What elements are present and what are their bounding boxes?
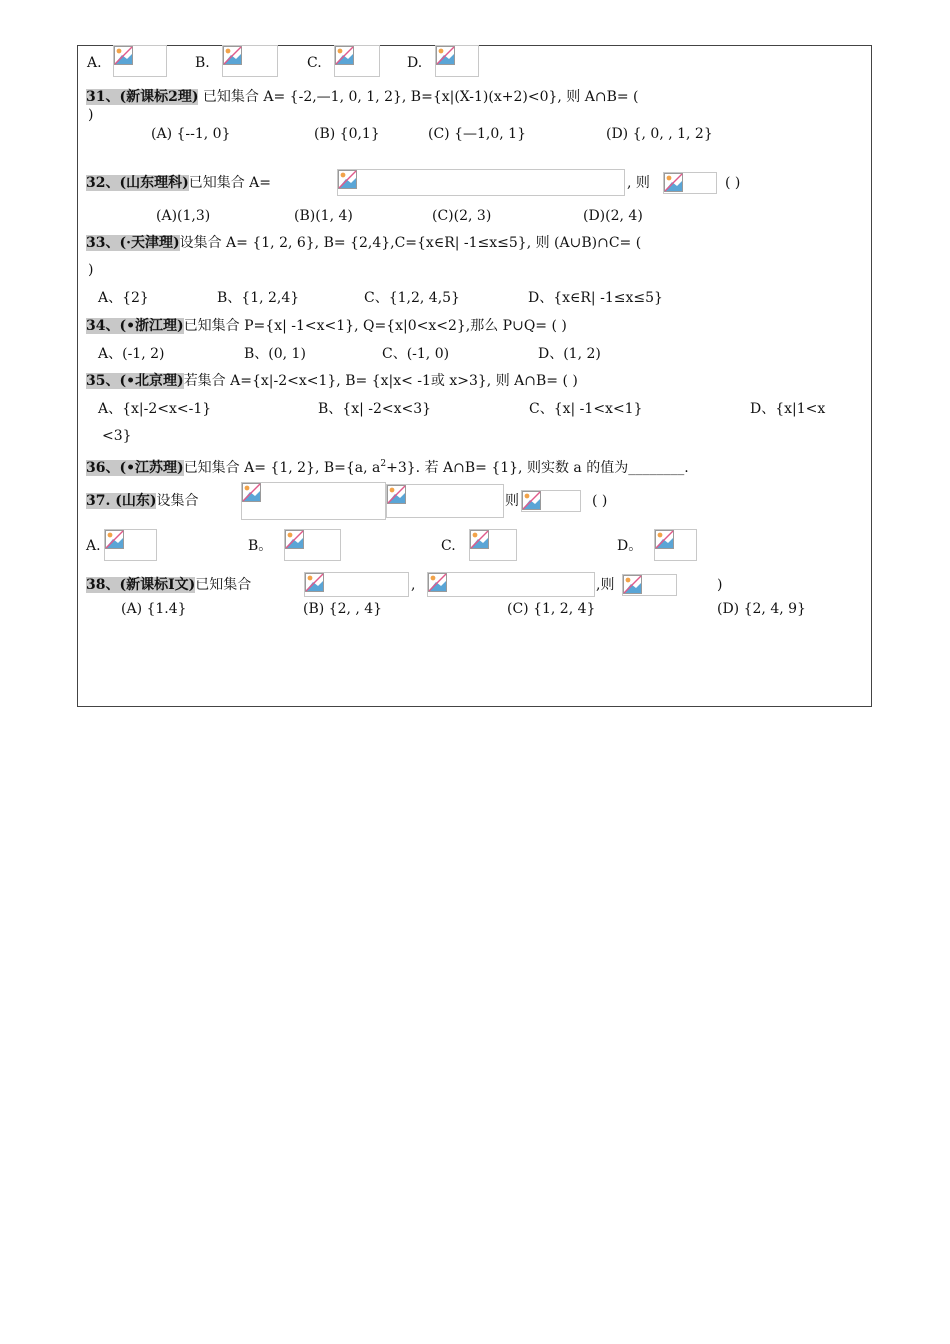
broken-image-icon bbox=[663, 172, 717, 194]
question-36-text: 已知集合 A= {1, 2}, B={a, a bbox=[183, 460, 381, 476]
question-34 bbox=[86, 317, 567, 335]
q34-option-b: B、(0, 1) bbox=[244, 346, 306, 362]
question-31-text: 已知集合 A= {-2,—1, 0, 1, 2}, B={x|(X-1)(x+2)<0}, 则 A∩B= ( bbox=[198, 89, 639, 105]
q38-option-c: (C) {1, 2, 4} bbox=[507, 601, 596, 617]
option-b-label: B. bbox=[195, 55, 210, 71]
broken-image-icon bbox=[386, 484, 504, 518]
option-d-label: D. bbox=[407, 55, 423, 71]
question-34-text: 已知集合 P={x| -1<x<1}, Q={x|0<x<2},那么 P∪Q= ( ) bbox=[183, 318, 567, 334]
answer-paren: ( ) bbox=[725, 175, 741, 191]
broken-image-icon bbox=[222, 45, 278, 77]
q31-option-a: (A) {--1, 0} bbox=[151, 126, 231, 142]
question-38-text: 已知集合 bbox=[195, 577, 252, 593]
question-38-then: ,则 bbox=[596, 577, 615, 593]
broken-image-icon bbox=[435, 45, 479, 77]
broken-image-icon bbox=[654, 529, 697, 561]
broken-image-icon bbox=[284, 529, 341, 561]
broken-image-icon bbox=[304, 572, 409, 597]
q31-option-b: (B) {0,1} bbox=[314, 126, 380, 142]
q32-option-c: (C)(2, 3) bbox=[432, 208, 492, 224]
broken-image-icon bbox=[521, 490, 581, 512]
question-33-source: 33、(·天津理) bbox=[86, 235, 180, 251]
question-36-source: 36、(•江苏理) bbox=[86, 460, 184, 476]
broken-image-icon bbox=[241, 482, 386, 520]
q35-option-b: B、{x| -2<x<3} bbox=[318, 401, 432, 417]
q38-option-a: (A) {1.4} bbox=[121, 601, 187, 617]
question-31-cont: ) bbox=[88, 107, 94, 123]
q33-option-d: D、{x∈R| -1≤x≤5} bbox=[528, 290, 663, 306]
q33-option-c: C、{1,2, 4,5} bbox=[364, 290, 460, 306]
question-38 bbox=[86, 576, 251, 594]
question-37 bbox=[86, 492, 198, 510]
q31-option-c: (C) {—1,0, 1} bbox=[428, 126, 526, 142]
option-a-label: A. bbox=[87, 55, 102, 71]
q38-option-d: (D) {2, 4, 9} bbox=[717, 601, 806, 617]
question-31-source: 31、(新课标2理) bbox=[86, 89, 199, 105]
question-32 bbox=[86, 174, 271, 192]
option-c-label: C. bbox=[307, 55, 322, 71]
question-35 bbox=[86, 372, 578, 390]
broken-image-icon bbox=[469, 529, 517, 561]
broken-image-icon bbox=[334, 45, 380, 77]
question-36-text-end: +3}. 若 A∩B= {1}, 则实数 a 的值为________. bbox=[386, 460, 689, 476]
question-32-text: 已知集合 A= bbox=[188, 175, 272, 191]
question-31 bbox=[86, 88, 639, 106]
q34-option-a: A、(-1, 2) bbox=[98, 346, 165, 362]
q37-option-b-label: B。 bbox=[248, 538, 273, 554]
q35-option-a: A、{x|-2<x<-1} bbox=[98, 401, 212, 417]
question-32-then: , 则 bbox=[627, 175, 650, 191]
question-38-source: 38、(新课标Ⅰ文) bbox=[86, 577, 196, 593]
broken-image-icon bbox=[113, 45, 167, 77]
q37-option-c-label: C. bbox=[441, 538, 456, 554]
q35-option-d: D、{x|1<x bbox=[750, 401, 826, 417]
q32-option-b: (B)(1, 4) bbox=[294, 208, 353, 224]
question-36 bbox=[86, 455, 689, 477]
comma: , bbox=[411, 577, 416, 593]
question-35-source: 35、(•北京理) bbox=[86, 373, 184, 389]
q34-option-d: D、(1, 2) bbox=[538, 346, 601, 362]
question-37-source: 37. (山东) bbox=[86, 493, 157, 509]
q35-option-d-cont: <3} bbox=[102, 428, 132, 444]
broken-image-icon bbox=[622, 574, 677, 596]
exponent: 2 bbox=[380, 459, 387, 469]
question-35-text: 若集合 A={x|-2<x<1}, B= {x|x< -1或 x>3}, 则 A∩B= ( ) bbox=[183, 373, 578, 389]
question-32-source: 32、(山东理科) bbox=[86, 175, 189, 191]
q33-option-b: B、{1, 2,4} bbox=[217, 290, 300, 306]
q34-option-c: C、(-1, 0) bbox=[382, 346, 450, 362]
question-34-source: 34、(•浙江理) bbox=[86, 318, 184, 334]
q38-option-b: (B) {2, , 4} bbox=[303, 601, 383, 617]
question-33-cont: ) bbox=[88, 262, 94, 278]
broken-image-icon bbox=[337, 169, 625, 196]
q32-option-a: (A)(1,3) bbox=[156, 208, 211, 224]
q32-option-d: (D)(2, 4) bbox=[583, 208, 643, 224]
q37-option-a-label: A. bbox=[86, 538, 101, 554]
question-37-then: 则 bbox=[505, 493, 519, 509]
question-37-text: 设集合 bbox=[156, 493, 199, 509]
q33-option-a: A、{2} bbox=[98, 290, 149, 306]
q37-option-d-label: D。 bbox=[617, 538, 643, 554]
question-33 bbox=[86, 234, 641, 252]
broken-image-icon bbox=[104, 529, 157, 561]
question-33-text: 设集合 A= {1, 2, 6}, B= {2,4},C={x∈R| -1≤x≤5}, 则 (A∪B)∩C= ( bbox=[179, 235, 642, 251]
broken-image-icon bbox=[427, 572, 595, 597]
answer-paren: ( ) bbox=[592, 493, 608, 509]
q35-option-c: C、{x| -1<x<1} bbox=[529, 401, 643, 417]
answer-paren: ) bbox=[717, 577, 723, 593]
q31-option-d: (D) {, 0, , 1, 2} bbox=[606, 126, 713, 142]
